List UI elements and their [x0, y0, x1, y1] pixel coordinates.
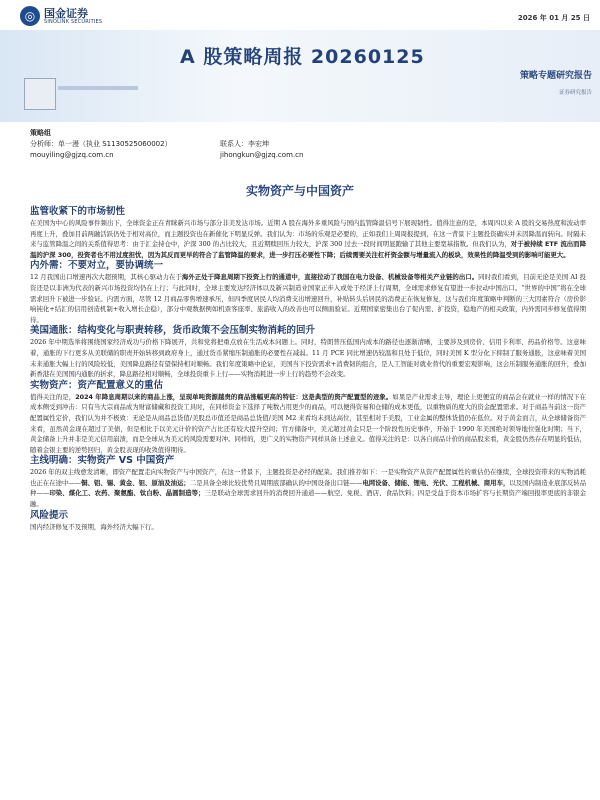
analyst-email[interactable]: mouyiling@gjzq.com.cn: [30, 151, 114, 159]
section-paragraph: 12 月我国出口增速再次大超预期，其核心驱动力在于海外正处于降息周期下投资上行的通道中，直接拉动了我国在电力设备、机械设备等相关产业链的出口。同时我们看到，目前无论是美国 AI 投资还是以非洲为代表的新兴市场投资均仍在上行；与此同时，全球主要发达经济体以及新兴制造业国家正步入或处于经济上行周期，全球需求修复有望进一步拉动中国出口。“世界的中国”将在全球需求回升下被进一步验证。内需方面，尽管 12 月商品零售增速承压，但四季度居民人均消费支出增速回升，补贴转头后居民的消费正在恢复修复，这与我们年度策略中判断的三大因素符合（房价影响钝化+结汇的信用创造机制+收入增长企稳），部分中观数据例如机票客座率、旅游收入的改善也可以侧面验证。近期国家密集出台了促内需、扩投资，稳地产的相关政策，内外需同步修复值得期待。: [30, 273, 587, 324]
team-name: 策略组: [30, 129, 51, 137]
section-heading: 内外需：不要对立，要协调统一: [30, 260, 164, 272]
report-category: 证券研究报告: [558, 90, 592, 96]
logo-en: SINOLINK SECURITIES: [44, 18, 103, 25]
logo-cn: 国金证券: [44, 6, 88, 20]
contact-name: 联系人：李宏坤: [220, 140, 269, 148]
decorative-bar: [58, 86, 138, 90]
section-heading: 实物资产：资产配置意义的重估: [30, 379, 164, 391]
report-subtitle: 策略专题研究报告: [519, 71, 592, 81]
section-heading: 主线明确：实物资产 VS 中国资产: [30, 455, 175, 467]
qr-code-icon: [24, 78, 56, 110]
contact-email[interactable]: jihongkun@gjzq.com.cn: [220, 151, 304, 159]
section-heading: 美国通胀：结构变化与职责转移，货币政策不会压制实物消耗的回升: [30, 325, 316, 337]
company-logo: [20, 6, 102, 26]
report-title: A 股策略周报 20260125: [180, 46, 425, 68]
report-body: [30, 206, 586, 532]
document-title: 实物资产与中国资产: [245, 184, 354, 198]
section-paragraph: 2026 年的双主线愈发清晰，即资产配置走向实物资产与中国资产，在这一背景下，主题投资是必经的配菜。我们推荐如下：一是实物资产从资产配置属性的重估仍在继续，全球投资带来的实物消耗也正在在途中——铜、铝、锡、黄金、钽、原油及油运；二是具备全球比较优势且周期底部确认的中国设备出口链——电网设备、储能、锂电、光伏、工程机械、商用车，以及国内制造业底部反转品种——印染、煤化工、农药、聚氨酯、钛白粉、晶圆制造等；三是联动全球需求回升的消费回升通道——航空、免税、酒店、食品饮料；四是受益于资本市场扩容与长期资产端回报率更底的非银金融。: [30, 468, 587, 509]
section-paragraph: 在美国为中心的风险事件频出下，全球资金正在青睐新兴市场与部分非美发达市场。近期 A 股在海外多重风险与国内监管降温信号下展现韧性。值得注意的是，本周四以来 A 股的交易热度和波动率再度上升，叠加目前两融活跃仍处于相对高位，而主题投资也在新催化下明显反弹。我们认为：市场的乐观是必要的，正如我们上周周报提到，在这一背景下主题投资确实并未因降温而转向。时隔未来与监管降温之间的关系值得思考：由于汇金持仓中，沪深 300 的占比较大，且近期赎回压力较大，沪深 300 过去一段时间明显跑输了其他主要宽基指数。但我们认为，对于被持续 ETF 流出而降温的沪深 300，投资者也不用过度担忧，因为其反而更早的符合了监管降温的要求，进一步打压必要性下降；后续需要关注杠杆资金额与增量流入的板块，效果性的降温受到的影响可能更大。: [30, 219, 586, 259]
authors-block: [30, 128, 303, 161]
section-paragraph: 2026 年中期选举将围绕国家经济成功与价格下降展开，共和党将把重点放在生活成本问题上。同时，特朗普压低国内成本的路径也逐渐清晰，主要涉及到房价、信用卡利率、药品价格等。这意味着，通胀的下行更多从美联储的职责开始转移到政府身上，通过货币紧缩压制通胀的必要性在减弱。11 月 PCE 同比增速仍较温和且处于低位，同时美国 K 型分化下抑制了服务通胀，这意味着美国未来通胀大幅上行的风险较低，美国降息路径有望保持相对顺畅。我们年度策略中论证，美国当下投资需求+消费韧的组合，是人工智能对就业替代的重要宏观影响，这会压制服务通胀的回升，叠加新香港在美国国内通胀的折求，降息路径相对顺畅，全球投资重卡上行——实物消耗进一步上行的趋势不会改变。: [30, 338, 586, 379]
section-paragraph: 值得关注的是，2024 年降息周期以来的商品上涨，呈现单吨资源越贵的商品涨幅更高的特征：这是典型的资产配置型的迹象。如果是产业需求主导，理论上更便宜的商品会在就业一样的情况下在成本侧受到冲击：只有当大宗商品成为财富储藏和投资工具时，在同样资金下选择了吨数占用更少的商品，可以便得资易和仓储的成本更低，以重物质的度大的资金配置需求。对于商品当前这一资产配置属性定价，我们认为并不极致：无论是从商品总货值/美股总市值还是商品总货值/美国 M2 来看均未到达高位，甚至相对于美股，工业金属的整体货值仍在低位。对于黄金而言，从全球储备资产来看，虽然黄金现在超过了美债，但是相比于以美元计价的资产占比还有较大提升空间；官方储备中，美元超过黄金只是一个阶段性历史事件，开始于 1990 年美国绝对领导地位强化时期；当下，黄金储备上升并非是美元信用崩溃，而是全球从为美元的风险需要对冲。同样的，更广义的实物资产同样具备上述意义。值得关注的是：以各自商品计价的商品股来看，黄金股仍然存在明显的低估，随着金银主要的逆势回归，黄金股表现的收敛值得期待。: [30, 392, 587, 454]
report-header: [0, 0, 600, 122]
section-paragraph: 国内经济修复不及预期，海外经济大幅下行。: [30, 522, 158, 531]
logo-mark-icon: ◎: [20, 6, 40, 26]
section-heading: 监管收紧下的市场韧性: [30, 206, 126, 217]
report-date: 2026 年 01 月 25 日: [517, 14, 590, 22]
analyst-name: 分析师：单一漫（执业 S1130525060002）: [30, 140, 172, 148]
section-heading: 风险提示: [30, 509, 69, 521]
